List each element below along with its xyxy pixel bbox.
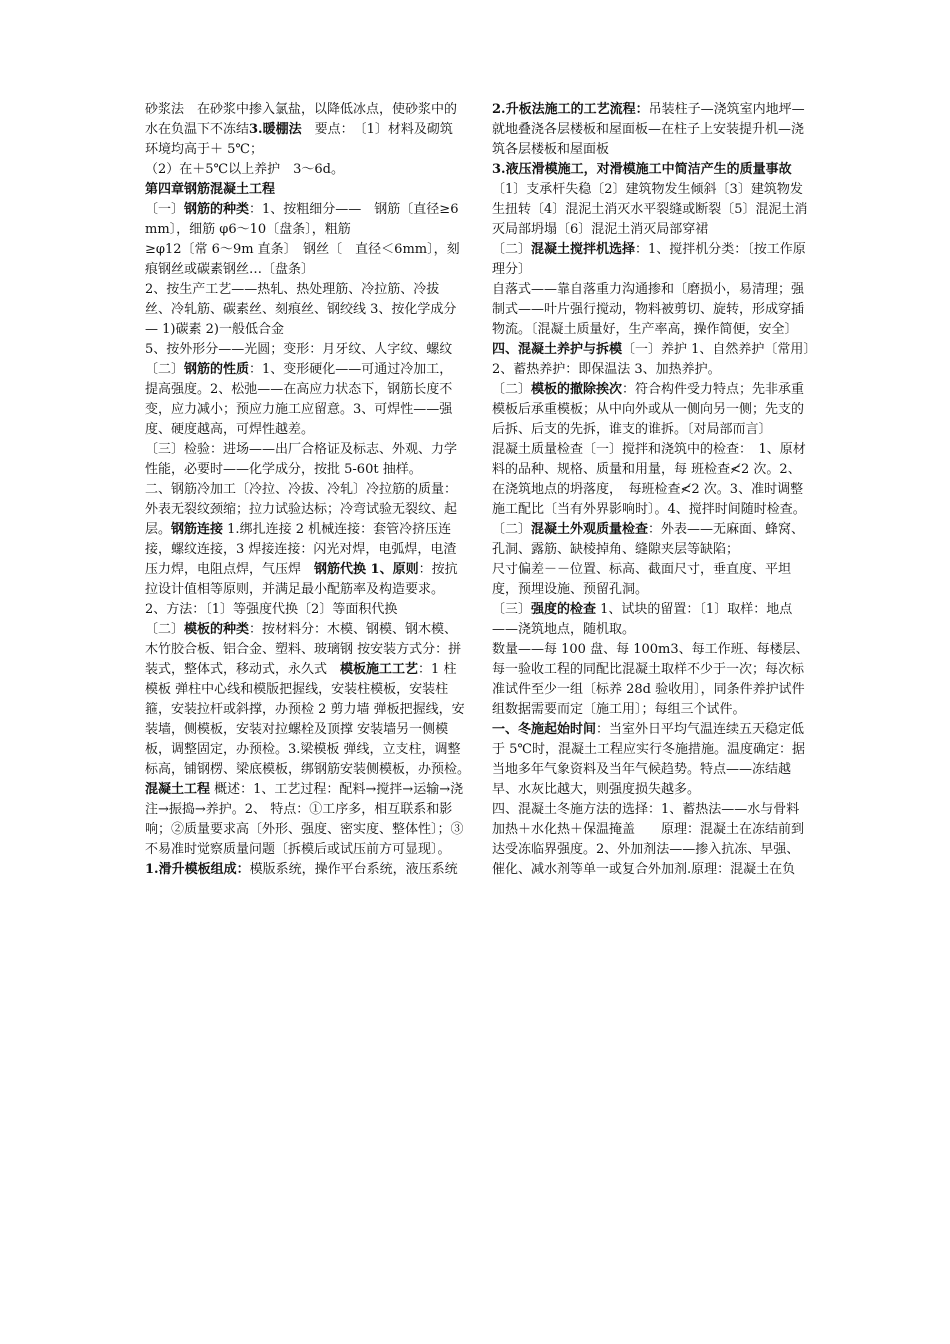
paragraph-winter-method: 四、混凝土冬施方法的选择：1、蓄热法——水与骨料加热＋水化热＋保温掩盖 原理：混凝土在冻结前到达受冻临界强度。2、外加剂法——掺入抗冻、早强、催化、减水剂等单一或复合外加剂.原理：混凝土在负 — [492, 802, 805, 877]
paragraph-rebar-properties: 〔二〕钢筋的性质：1、变形硬化——可通过冷加工，提高强度。2、松弛——在高应力状态下，钢筋长度不变，应力减小；预应力施工应留意。3、可焊性——强度、硬度越高，可焊性越差。 — [145, 362, 453, 437]
paragraph-formwork: 〔二〕模板的种类：按材料分：木模、钢模、钢木模、木竹胶合板、铝合金、塑料、玻璃钢 按安装方式分：拼装式，整体式，移动式，永久式 模板施工工艺：1 柱模板 弹柱中心线和模版把握线，安装柱模板，安装柱箍，安装拉杆或斜撑，办预检 2 剪力墙 弹板把握线，安装墙，侧模板，安装对拉螺栓及顶撑 安装墙另一侧模板，调整固定，办预检。3.梁模板 弹线，立支柱，调整标高，铺钢楞、梁底模板，绑钢筋安装侧模板，办预检。 混凝土工程 概述：1、工艺过程：配料→搅拌→运输→浇注→振捣→养护。2、 特点：①工序多，相互联系和影响；②质量要求高〔外形、强度、密实度、整体性〕；③不易准时觉察质量问题〔拆模后或试压前方可显现〕。 — [145, 622, 465, 857]
paragraph-mixer: 〔二〕混凝土搅拌机选择：1、搅拌机分类：〔按工作原理分〕 — [492, 242, 806, 277]
paragraph-rebar-thick: ≥φ12〔常 6～9m 直条〕 钢丝〔 直径＜6mm〕，刻痕钢丝或碳素钢丝…〔盘条〕 — [145, 242, 460, 277]
paragraph-curing: （2）在＋5℃以上养护 3～6d。 — [145, 162, 344, 177]
paragraph-rebar-types: 〔一〕钢筋的种类：1、按粗细分—— 钢筋〔直径≥6mm〕，细筋 φ6～10〔盘条〕，粗筋 — [145, 202, 459, 237]
paragraph-dimension: 尺寸偏差－－位置、标高、截面尺寸，垂直度、平坦度，预埋设施、预留孔洞。 — [492, 562, 792, 597]
paragraph-mortar: 砂浆法 在砂浆中掺入氯盐，以降低冰点，使砂浆中的水在负温下不冻结3.暖棚法 要点： 〔1〕材料及砌筑环境均高于＋ 5℃； — [145, 102, 458, 157]
warm-shed-title: 3.暖棚法 — [249, 122, 302, 137]
paragraph-strength: 〔三〕强度的检查 1、试块的留置：〔1〕取样：地点——浇筑地点，随机取。 — [492, 602, 793, 637]
left-column — [145, 100, 465, 880]
paragraph-lift-slab: 2.升板法施工的工艺流程：吊装柱子—浇筑室内地坪—就地叠浇各层楼板和屋面板—在柱子上安装提升机—浇筑各层楼板和屋面板 — [492, 102, 805, 157]
paragraph-hydraulic-slipform: 3.液压滑模施工，对滑模施工中简洁产生的质量事故〔1〕支承杆失稳〔2〕建筑物发生倾斜〔3〕建筑物发生扭转〔4〕混泥土消灭水平裂缝或断裂〔5〕混泥土消灭局部坍塌〔6〕混泥土消灭局部穿裙 — [492, 162, 808, 237]
paragraph-quality-check: 混凝土质量检查〔一〕搅拌和浇筑中的检查： 1、原材料的品种、规格、质量和用量，每 班检查≮2 次。2、在浇筑地点的坍落度， 每班检查≮2 次。3、准时调整施工配比〔当有外界影响时〕。4、搅拌时间随时检查。 — [492, 442, 806, 517]
chapter-title: 第四章钢筋混凝土工程 — [145, 182, 276, 197]
paragraph-inspection: 〔三〕检验：进场——出厂合格证及标志、外观、力学性能，必要时——化学成分，按批 5-60t 抽样。 — [145, 442, 458, 477]
paragraph-curing-removal: 四、混凝土养护与拆模〔一〕养护 1、自然养护〔常用〕2、蓄热养护：即保温法 3、加热养护。 — [492, 342, 810, 377]
paragraph-rebar-process: 2、按生产工艺——热轧、热处理筋、冷拉筋、冷拔丝、冷轧筋、碳素丝、刻痕丝、钢绞线 3、按化学成分— 1)碳素 2)一般低合金 — [145, 282, 457, 337]
paragraph-cold-working: 二、钢筋冷加工〔冷拉、冷拔、冷轧〕冷拉筋的质量：外表无裂纹颈缩；拉力试验达标；冷弯试验无裂纹、起层。钢筋连接 1.绑扎连接 2 机械连接：套管冷挤压连接，螺纹连接，3 焊接连接：闪光对焊，电弧焊，电渣压力焊，电阻点焊，气压焊 钢筋代换 1、原则：按抗拉设计值相等原则，并满足最小配筋率及构造要求。2、方法：〔1〕等强度代换〔2〕等面积代换 — [145, 482, 458, 617]
paragraph-sample-count: 数量——每 100 盘、每 100m3、每工作班、每楼层、每一验收工程的同配比混凝土取样不少于一次；每次标准试件至少一组〔标养 28d 验收用〕，同条件养护试件组数据需要而定〔施工用〕；每组三个试件。 — [492, 642, 809, 717]
paragraph-appearance: 〔二〕混凝土外观质量检查：外表——无麻面、蜂窝、孔洞、露筋、缺棱掉角、缝隙夹层等缺陷； — [492, 522, 805, 557]
paragraph-slipform: 1.滑升模板组成：模版系统，操作平台系统，液压系统 — [145, 862, 458, 877]
right-column — [492, 100, 812, 880]
paragraph-mixer-types: 自落式——靠自落重力沟通掺和〔磨损小，易清理；强制式——叶片强行搅动，物料被剪切、旋转，形成穿插物流。〔混凝土质量好，生产率高，操作简便，安全〕 — [492, 282, 805, 337]
paragraph-rebar-shape: 5、按外形分——光圆；变形：月牙纹、人字纹、螺纹 — [145, 342, 453, 357]
paragraph-winter-start: 一、冬施起始时间：当室外日平均气温连续五天稳定低于 5℃时，混凝土工程应实行冬施措施。温度确定：据当地多年气象资料及当年气候趋势。特点——冻结越早、水灰比越大，则强度损失越多。 — [492, 722, 805, 797]
paragraph-removal-order: 〔二〕模板的撤除挨次：符合构件受力特点；先非承重模板后承重模板；从中向外或从一侧向另一侧；先支的后拆、后支的先拆，谁支的谁拆。〔对局部而言〕 — [492, 382, 805, 437]
